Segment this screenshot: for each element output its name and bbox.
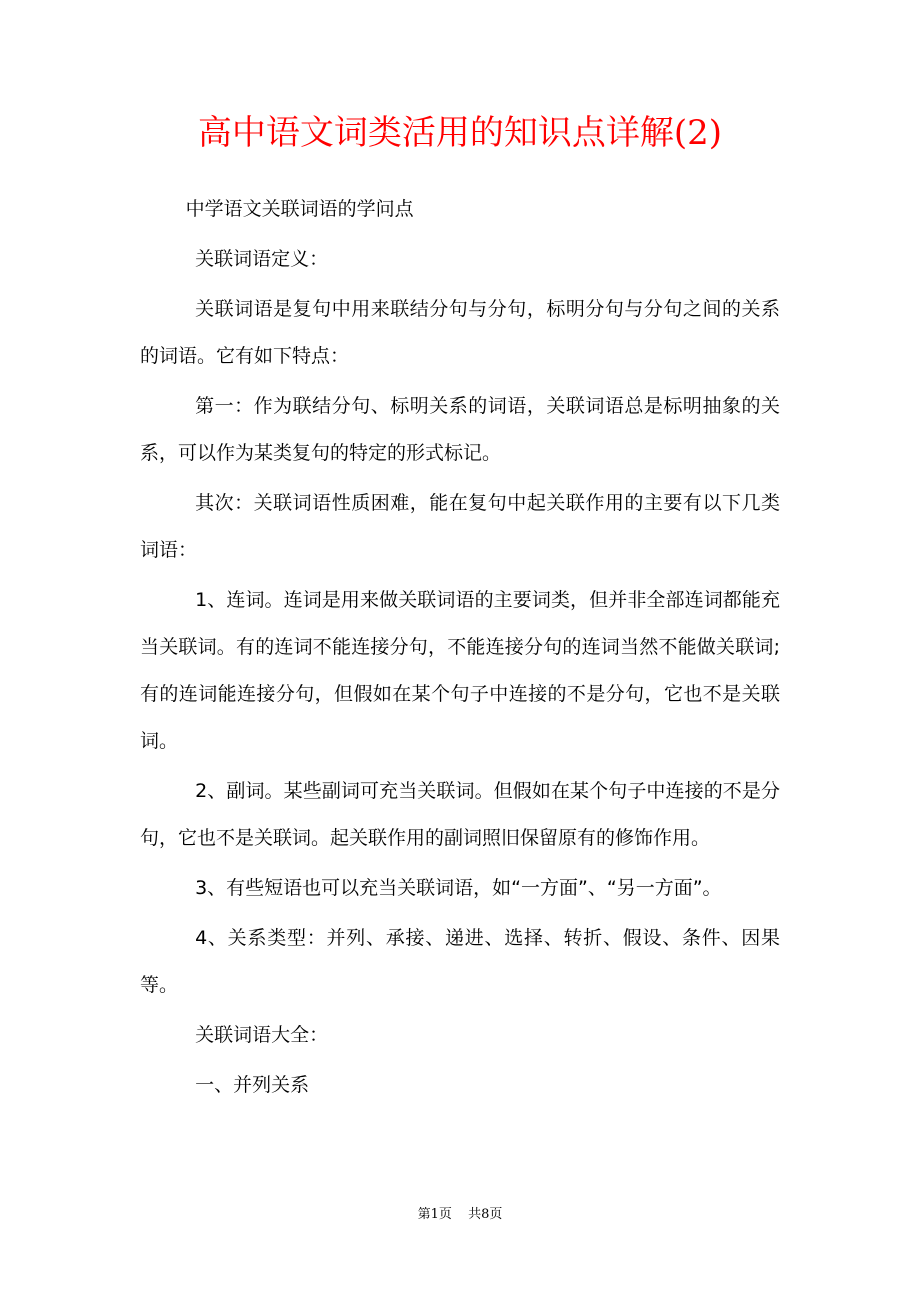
paragraph: 其次：关联词语性质困难，能在复句中起关联作用的主要有以下几类词语： bbox=[140, 492, 780, 561]
paragraph: 关联词语定义： bbox=[195, 248, 329, 270]
page-footer bbox=[0, 1206, 920, 1224]
page-number: 第1页 bbox=[417, 1207, 452, 1222]
paragraph: 4、关系类型：并列、承接、递进、选择、转折、假设、条件、因果等。 bbox=[140, 927, 780, 996]
paragraph: 1、连词。连词是用来做关联词语的主要词类，但并非全部连词都能充当关联词。有的连词不能连接分句，不能连接分句的连词当然不能做关联词;有的连词能连接分句，但假如在某个句子中连接的不是分句，它也不是关联词。 bbox=[140, 589, 780, 752]
page-total: 共8页 bbox=[468, 1207, 503, 1222]
paragraph: 2、副词。某些副词可充当关联词。但假如在某个句子中连接的不是分句，它也不是关联词。起关联作用的副词照旧保留原有的修饰作用。 bbox=[140, 780, 780, 849]
paragraph: 3、有些短语也可以充当关联词语，如“一方面”、“另一方面”。 bbox=[195, 877, 722, 899]
document-body bbox=[140, 186, 780, 1112]
paragraph: 关联词语大全： bbox=[195, 1024, 329, 1046]
paragraph: 关联词语是复句中用来联结分句与分句，标明分句与分句之间的关系的词语。它有如下特点： bbox=[140, 298, 780, 367]
paragraph-subtitle: 中学语文关联词语的学问点 bbox=[185, 198, 414, 220]
paragraph: 第一：作为联结分句、标明关系的词语，关联词语总是标明抽象的关系，可以作为某类复句的特定的形式标记。 bbox=[140, 395, 780, 464]
paragraph: 一、并列关系 bbox=[195, 1074, 310, 1096]
document-title: 高中语文词类活用的知识点详解(2) bbox=[197, 113, 723, 153]
